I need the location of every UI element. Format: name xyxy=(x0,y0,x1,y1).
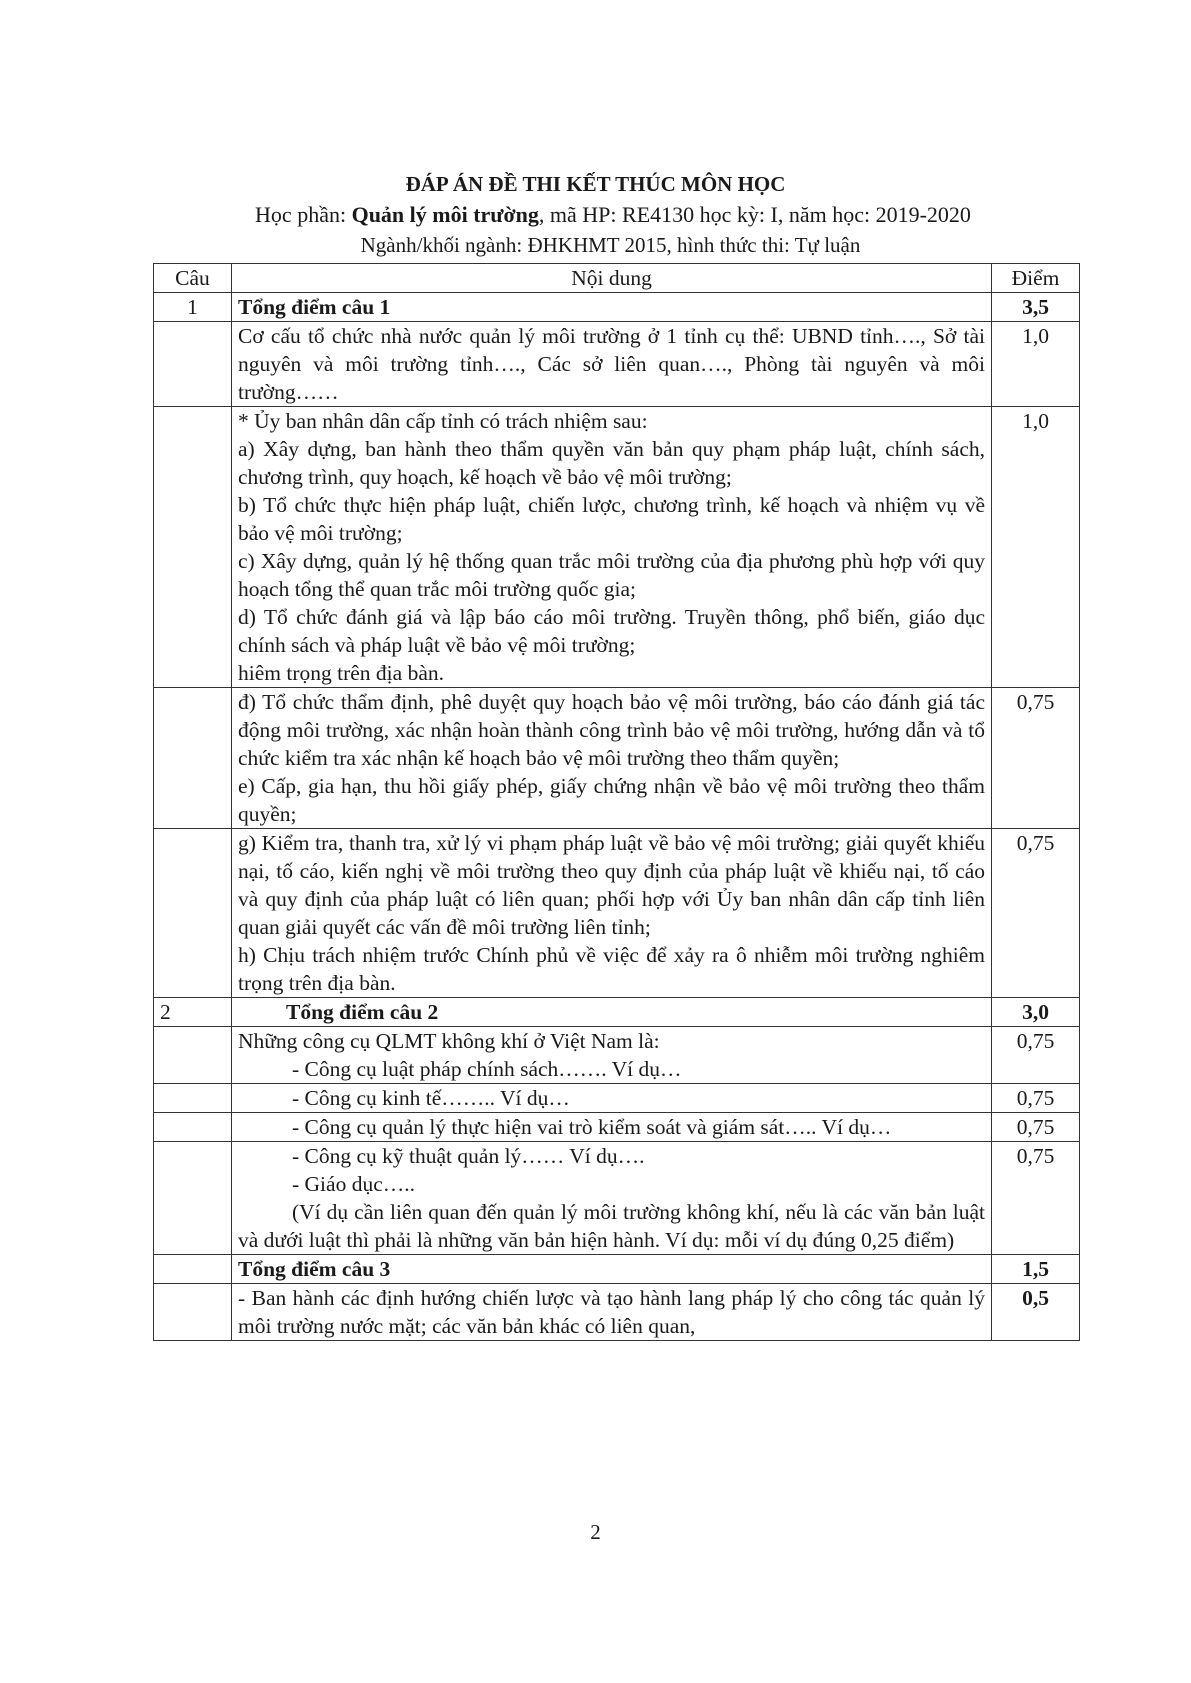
table-row xyxy=(154,1027,1080,1084)
question-cell-empty xyxy=(154,1113,232,1142)
question-total-score: 1,5 xyxy=(992,1255,1080,1284)
answer-score: 1,0 xyxy=(992,407,1080,688)
table-row xyxy=(154,1284,1080,1341)
table-row xyxy=(154,293,1080,322)
table-row xyxy=(154,829,1080,998)
question-cell-empty xyxy=(154,322,232,407)
answer-score: 0,75 xyxy=(992,688,1080,829)
answer-content: g) Kiểm tra, thanh tra, xử lý vi phạm pháp luật về bảo vệ môi trường; giải quyết khiếu nại, tố cáo, kiến nghị về môi trường theo quy định của pháp luật về khiếu nại, tố cáo và quy định của pháp luật có liên quan; phối hợp với Ủy ban nhân dân cấp tỉnh liên quan giải quyết các vấn đề môi trường liên tỉnh; h) Chịu trách nhiệm trước Chính phủ về việc để xảy ra ô nhiễm môi trường nghiêm trọng trên địa bàn. xyxy=(232,829,992,998)
answer-content: Cơ cấu tổ chức nhà nước quản lý môi trường ở 1 tỉnh cụ thể: UBND tỉnh…., Sở tài nguyên và môi trường tỉnh…., Các sở liên quan…., Phòng tài nguyên và môi trường…… xyxy=(232,322,992,407)
table-row xyxy=(154,998,1080,1027)
question-cell-empty xyxy=(154,407,232,688)
answer-score: 1,0 xyxy=(992,322,1080,407)
answer-score: 0,75 xyxy=(992,1084,1080,1113)
question-cell-empty xyxy=(154,688,232,829)
question-cell-empty xyxy=(154,1084,232,1113)
header-score: Điểm xyxy=(992,264,1080,293)
course-name: Quản lý môi trường xyxy=(351,202,539,227)
header-question: Câu xyxy=(154,264,232,293)
answer-content: - Công cụ quản lý thực hiện vai trò kiểm soát và giám sát….. Ví dụ… xyxy=(232,1113,992,1142)
document-title: ĐÁP ÁN ĐỀ THI KẾT THÚC MÔN HỌC xyxy=(405,172,786,196)
table-row xyxy=(154,688,1080,829)
answer-content: - Công cụ kinh tế…….. Ví dụ… xyxy=(232,1084,992,1113)
table-row xyxy=(154,1142,1080,1255)
answer-content: * Ủy ban nhân dân cấp tỉnh có trách nhiệm sau: a) Xây dựng, ban hành theo thẩm quyền văn bản quy phạm pháp luật, chính sách, chương trình, quy hoạch, kế hoạch về bảo vệ môi trường; b) Tổ chức thực hiện pháp luật, chiến lược, chương trình, kế hoạch và nhiệm vụ về bảo vệ môi trường; c) Xây dựng, quản lý hệ thống quan trắc môi trường của địa phương phù hợp với quy hoạch tổng thể quan trắc môi trường quốc gia; d) Tổ chức đánh giá và lập báo cáo môi trường. Truyền thông, phổ biến, giáo dục chính sách và pháp luật về bảo vệ môi trường; hiêm trọng trên địa bàn. xyxy=(232,407,992,688)
answer-score: 0,75 xyxy=(992,1113,1080,1142)
answer-score: 0,5 xyxy=(992,1284,1080,1341)
answer-content: Những công cụ QLMT không khí ở Việt Nam là: - Công cụ luật pháp chính sách……. Ví dụ… xyxy=(232,1027,992,1084)
answer-table xyxy=(153,263,1080,1341)
page-number: 2 xyxy=(590,1520,601,1544)
question-cell-empty xyxy=(154,1027,232,1084)
question-total-score: 3,5 xyxy=(992,293,1080,322)
course-prefix: Học phần: xyxy=(255,202,352,227)
answer-score: 0,75 xyxy=(992,1027,1080,1084)
question-cell-empty xyxy=(154,1142,232,1255)
table-row xyxy=(154,1255,1080,1284)
answer-content: - Ban hành các định hướng chiến lược và tạo hành lang pháp lý cho công tác quản lý môi trường nước mặt; các văn bản khác có liên quan, xyxy=(232,1284,992,1341)
question-total-label: Tổng điểm câu 1 xyxy=(232,293,992,322)
answer-content: đ) Tổ chức thẩm định, phê duyệt quy hoạch bảo vệ môi trường, báo cáo đánh giá tác động môi trường, xác nhận hoàn thành công trình bảo vệ môi trường, hướng dẫn và tổ chức kiểm tra xác nhận kế hoạch bảo vệ môi trường theo thẩm quyền; e) Cấp, gia hạn, thu hồi giấy phép, giấy chứng nhận về bảo vệ môi trường theo thẩm quyền; xyxy=(232,688,992,829)
table-row xyxy=(154,1113,1080,1142)
exam-meta: Ngành/khối ngành: ĐHKHMT 2015, hình thức thi: Tự luận xyxy=(360,233,861,257)
question-cell-empty xyxy=(154,829,232,998)
table-row xyxy=(154,407,1080,688)
answer-score: 0,75 xyxy=(992,829,1080,998)
question-cell-empty xyxy=(154,1284,232,1341)
table-header-row xyxy=(154,264,1080,293)
question-total-label: Tổng điểm câu 3 xyxy=(232,1255,992,1284)
table-row xyxy=(154,1084,1080,1113)
question-cell-empty xyxy=(154,1255,232,1284)
header-content: Nội dung xyxy=(232,264,992,293)
question-number: 1 xyxy=(154,293,232,322)
question-total-label: Tổng điểm câu 2 xyxy=(232,998,992,1027)
question-total-score: 3,0 xyxy=(992,998,1080,1027)
course-suffix: , mã HP: RE4130 học kỳ: I, năm học: 2019-2020 xyxy=(538,202,971,227)
answer-score: 0,75 xyxy=(992,1142,1080,1255)
question-number: 2 xyxy=(154,998,232,1027)
course-line xyxy=(0,202,1191,228)
table-row xyxy=(154,322,1080,407)
answer-content: - Công cụ kỹ thuật quản lý…… Ví dụ…. - Giáo dục….. (Ví dụ cần liên quan đến quản lý môi trường không khí, nếu là các văn bản luật và dưới luật thì phải là những văn bản hiện hành. Ví dụ: mỗi ví dụ đúng 0,25 điểm) xyxy=(232,1142,992,1255)
